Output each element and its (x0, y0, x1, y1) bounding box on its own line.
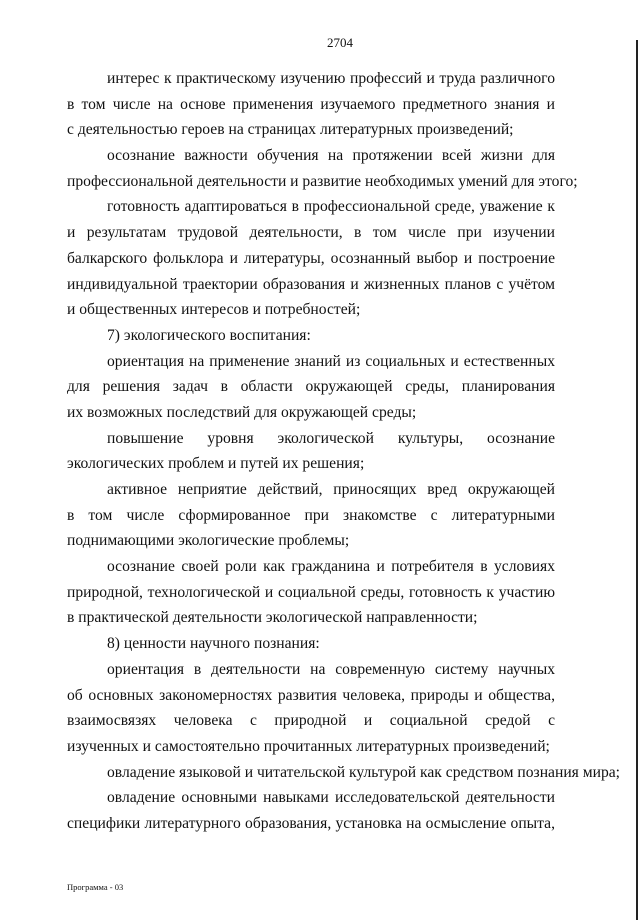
text-line: овладение языковой и читательской культурой как средством познания мира; (107, 763, 621, 781)
text-line: экологических проблем и путей их решения; (67, 455, 365, 473)
text-line: в том числе сформированное при знакомстве с литературными (67, 506, 555, 524)
text-line: в практической деятельности экологической направленности; (67, 609, 478, 627)
text-line: овладение основными навыками исследовательской деятельности (107, 789, 555, 807)
page-number: 2704 (327, 35, 353, 50)
text-line: ориентация на применение знаний из социальных и естественных (107, 352, 555, 370)
text-line: активное неприятие действий, приносящих вред окружающей (107, 481, 555, 498)
text-line: балкарского фольклора и литературы, осознанный выбор и построение (67, 249, 555, 267)
text-line: поднимающими экологические проблемы; (67, 532, 350, 550)
document-body (67, 66, 621, 837)
text-line: об основных закономерностях развития человека, природы и общества, (67, 686, 555, 704)
text-line: готовность адаптироваться в профессиональной среде, уважение к (107, 198, 555, 216)
text-line: природной, технологической и социальной среды, готовность к участию (67, 583, 555, 601)
text-line: с деятельностью героев на страницах литературных произведений; (67, 121, 514, 139)
text-line: 8) ценности научного познания: (107, 635, 320, 653)
text-line: интерес к практическому изучению профессий и труда различного (107, 70, 555, 87)
scan-edge-divider (636, 40, 638, 920)
text-line: ориентация в деятельности на современную систему научных (107, 660, 555, 678)
footer-label: Программа - 03 (67, 882, 124, 892)
text-line: в том числе на основе применения изучаемого предметного знания и (67, 95, 555, 113)
text-line: повышение уровня экологической культуры, осознание (107, 429, 555, 447)
text-line: специфики литературного образования, установка на осмысление опыта, (67, 814, 555, 832)
text-line: профессиональной деятельности и развитие необходимых умений для этого; (67, 172, 578, 190)
text-line: осознание важности обучения на протяжении всей жизни для (107, 147, 555, 165)
text-line: изученных и самостоятельно прочитанных литературных произведений; (67, 737, 550, 755)
text-line: индивидуальной траектории образования и жизненных планов с учётом (67, 275, 555, 293)
text-line: их возможных последствий для окружающей среды; (67, 403, 417, 421)
text-line: и общественных интересов и потребностей; (67, 301, 361, 319)
text-line: 7) экологического воспитания: (107, 326, 311, 344)
text-line: и результатам трудовой деятельности, в том числе при изучении (67, 224, 555, 242)
text-line: взаимосвязях человека с природной и социальной средой с (67, 712, 555, 730)
text-line: для решения задач в области окружающей среды, планирования (67, 378, 555, 396)
text-line: осознание своей роли как гражданина и потребителя в условиях (107, 558, 555, 576)
